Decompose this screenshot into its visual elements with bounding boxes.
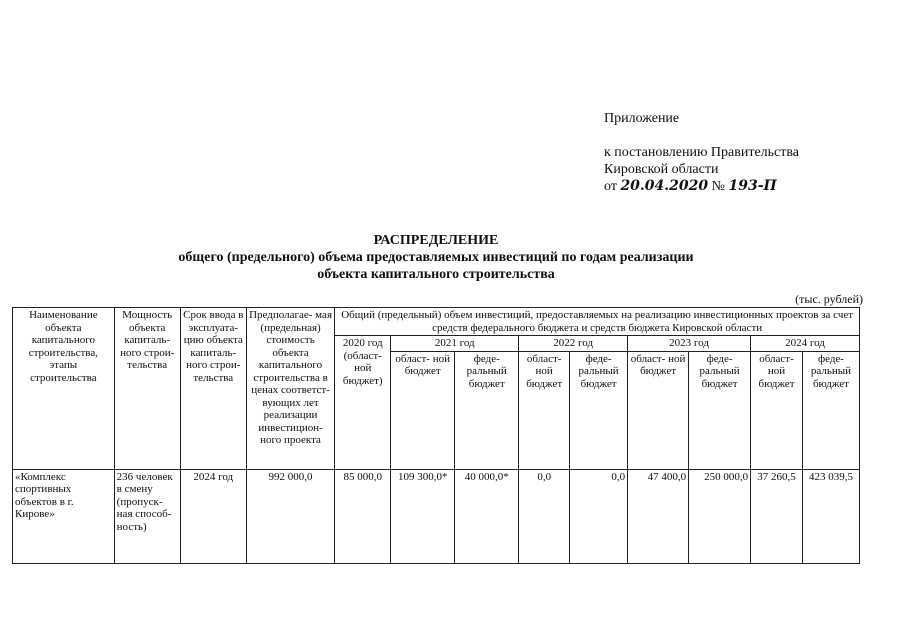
appendix-title: Приложение bbox=[604, 111, 680, 126]
appendix-block bbox=[604, 110, 799, 195]
header-2022-regional: област- ной бюджет bbox=[519, 351, 570, 469]
heading-line-1: общего (предельного) объема предоставляемых инвестиций по годам реализации bbox=[178, 250, 694, 265]
document-heading bbox=[0, 232, 872, 283]
cell-capacity: 236 человек в смену (пропуск- ная способ- ность) bbox=[114, 469, 180, 563]
header-2024-federal: феде- ральный бюджет bbox=[802, 351, 859, 469]
cell-term: 2024 год bbox=[180, 469, 246, 563]
cell-cost: 992 000,0 bbox=[246, 469, 334, 563]
header-cost: Предполагае- мая (предельная) стоимость объекта капитального строительства в ценах соответст- вующих лет реализации инвестицион- ного проекта bbox=[246, 308, 334, 470]
header-2022: 2022 год bbox=[519, 336, 628, 352]
cell-2020: 85 000,0 bbox=[335, 469, 391, 563]
units-label: (тыс. рублей) bbox=[795, 292, 863, 306]
cell-2022-federal: 0,0 bbox=[570, 469, 628, 563]
handwritten-date: 20.04.2020 bbox=[620, 178, 709, 194]
cell-2023-federal: 250 000,0 bbox=[689, 469, 751, 563]
heading-line-2: объекта капитального строительства bbox=[317, 267, 555, 282]
cell-2021-federal: 40 000,0* bbox=[455, 469, 519, 563]
header-2020: 2020 год (област- ной бюджет) bbox=[335, 336, 391, 470]
table-row bbox=[13, 469, 860, 563]
heading-title: РАСПРЕДЕЛЕНИЕ bbox=[373, 233, 499, 248]
header-2023-regional: област- ной бюджет bbox=[628, 351, 689, 469]
header-2022-federal: феде- ральный бюджет bbox=[570, 351, 628, 469]
appendix-region-line: Кировской области bbox=[604, 162, 719, 177]
header-2024-regional: област- ной бюджет bbox=[751, 351, 803, 469]
from-label: от bbox=[604, 179, 617, 194]
header-2024: 2024 год bbox=[751, 336, 860, 352]
cell-2024-regional: 37 260,5 bbox=[751, 469, 803, 563]
header-2021-federal: феде- ральный бюджет bbox=[455, 351, 519, 469]
cell-2021-regional: 109 300,0* bbox=[391, 469, 455, 563]
header-term: Срок ввода в эксплуата- цию объекта капиталь- ного строи- тельства bbox=[180, 308, 246, 470]
cell-name: «Комплекс спортивных объектов в г. Кирове» bbox=[13, 469, 115, 563]
cell-2024-federal: 423 039,5 bbox=[802, 469, 859, 563]
cell-2022-regional: 0,0 bbox=[519, 469, 570, 563]
header-2021-regional: област- ной бюджет bbox=[391, 351, 455, 469]
header-capacity: Мощность объекта капиталь- ного строи- тельства bbox=[114, 308, 180, 470]
cell-2023-regional: 47 400,0 bbox=[628, 469, 689, 563]
header-2023-federal: феде- ральный бюджет bbox=[689, 351, 751, 469]
appendix-decree-line: к постановлению Правительства bbox=[604, 145, 800, 160]
header-row-1 bbox=[13, 308, 860, 336]
investment-table bbox=[12, 307, 860, 564]
header-2023: 2023 год bbox=[628, 336, 751, 352]
header-name: Наименование объекта капитального строительства, этапы строительства bbox=[13, 308, 115, 470]
number-label: № bbox=[711, 179, 725, 194]
header-2021: 2021 год bbox=[391, 336, 519, 352]
header-total: Общий (предельный) объем инвестиций, предоставляемых на реализацию инвестиционных проектов за счет средств федерального бюджета и средств бюджета Кировской области bbox=[335, 308, 860, 336]
handwritten-number: 193-П bbox=[728, 178, 777, 194]
appendix-date-line bbox=[604, 178, 799, 195]
